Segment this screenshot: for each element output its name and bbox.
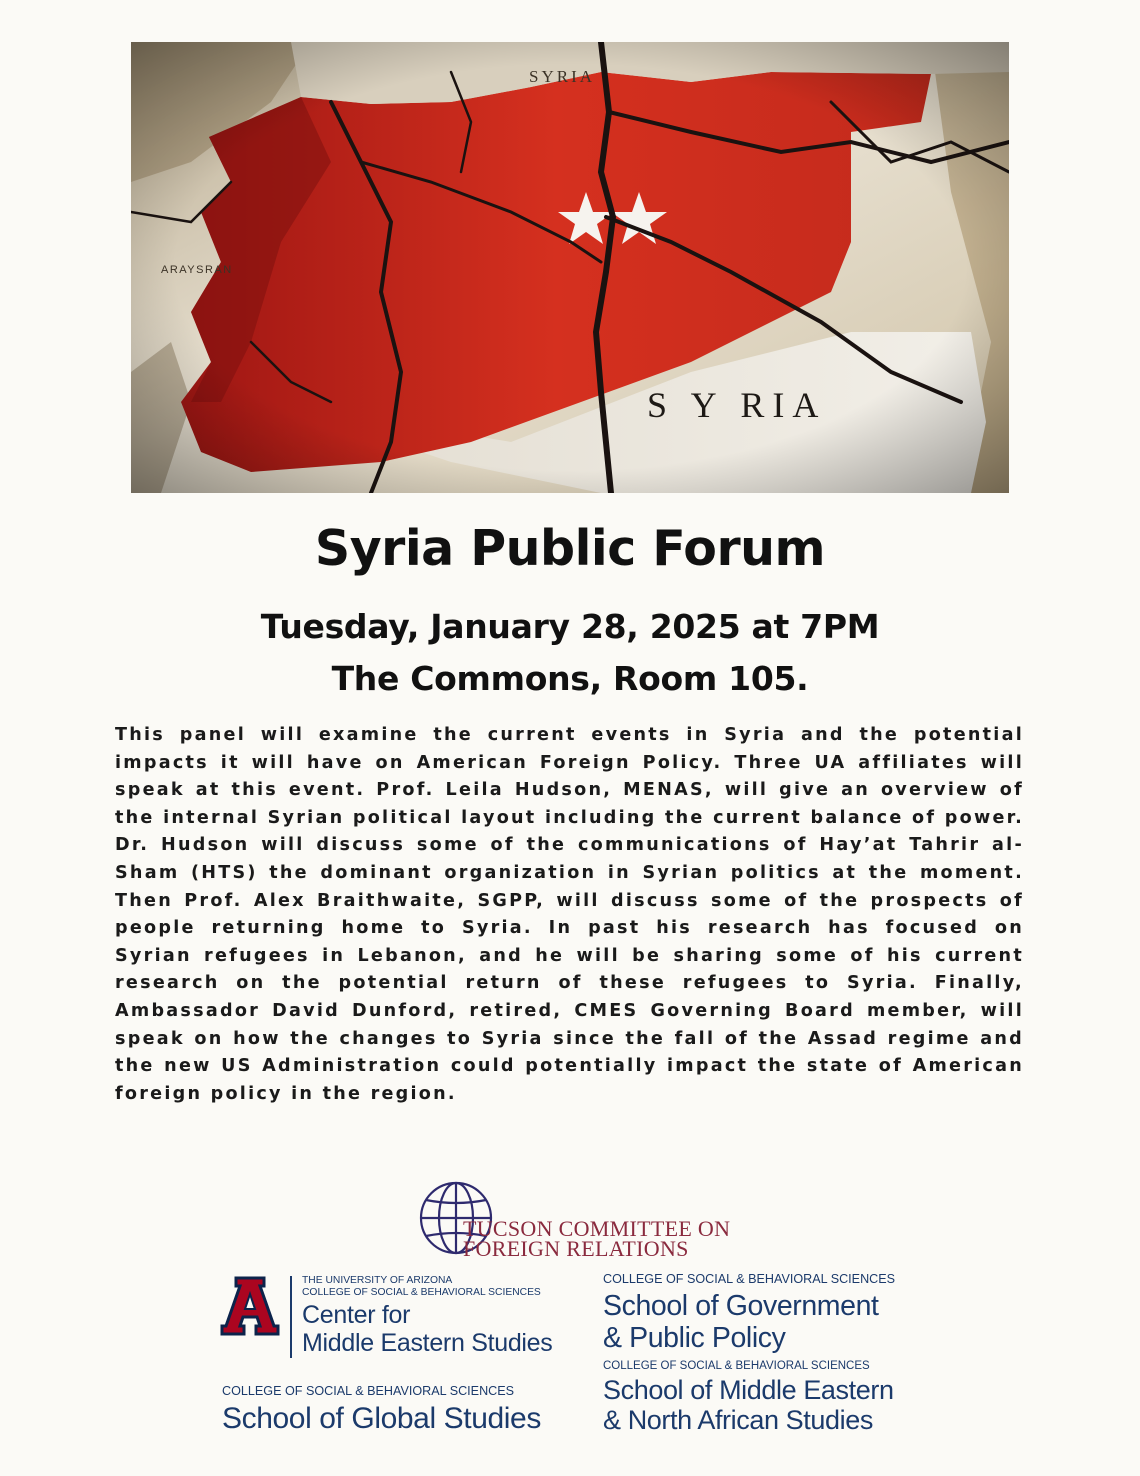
cmes-name-line-1: Center for — [302, 1301, 411, 1329]
cmes-name-line-2: Middle Eastern Studies — [302, 1329, 553, 1357]
menas-college: COLLEGE OF SOCIAL & BEHAVIORAL SCIENCES — [603, 1360, 870, 1372]
tcfr-line-2: FOREIGN RELATIONS — [463, 1236, 689, 1261]
arizona-a-icon — [218, 1276, 282, 1336]
cmes-college: COLLEGE OF SOCIAL & BEHAVIORAL SCIENCES — [302, 1287, 541, 1298]
cmes-divider — [290, 1276, 292, 1358]
sgpp-college: COLLEGE OF SOCIAL & BEHAVIORAL SCIENCES — [603, 1272, 896, 1286]
event-description: This panel will examine the current events in Syria and the potential impacts it will have on American Foreign Policy. Three UA affiliates will speak at this event. Prof. Leila Hudson, MENAS, will give an overview of the internal Syrian political layout including the current balance of power. Dr. Hudson will discuss some of the communications of Hay’at Tahrir al-Sham (HTS) the dominant organization in Syrian politics at the moment. Then Prof. Alex Braithwaite, SGPP, will discuss some of the prospects of people returning home to Syria. In past his research has focused on Syrian refugees in Lebanon, and he will be sharing some of his current research on the potential return of these refugees to Syria. Finally, Ambassador David Dunford, retired, CMES Governing Board member, will speak on how the changes to Syria since the fall of the Assad regime and the new US Administration could potentially impact the state of American foreign policy in the region. — [115, 725, 1024, 1104]
map-label-top: SYRIA — [529, 67, 596, 86]
event-title: Syria Public Forum — [314, 520, 826, 577]
sgpp-name-line-2: & Public Policy — [603, 1322, 786, 1354]
sgs-college: COLLEGE OF SOCIAL & BEHAVIORAL SCIENCES — [222, 1384, 515, 1398]
hero-map-image — [131, 42, 1009, 493]
syria-map-illustration — [131, 42, 1009, 493]
sgpp-name-line-1: School of Government — [603, 1290, 879, 1322]
menas-name-line-2: & North African Studies — [603, 1405, 873, 1435]
menas-name-line-1: School of Middle Eastern — [603, 1375, 894, 1405]
map-label-main: S Y RIA — [647, 385, 827, 425]
sgs-name: School of Global Studies — [222, 1402, 541, 1435]
tcfr-line-1: TUCSON COMMITTEE ON — [463, 1216, 731, 1241]
cmes-logo — [218, 1274, 578, 1364]
event-venue: The Commons, Room 105. — [331, 659, 809, 698]
map-label-left: ARAYSRAN — [161, 264, 233, 276]
event-date: Tuesday, January 28, 2025 at 7PM — [260, 607, 880, 646]
tcfr-logo — [418, 1178, 738, 1260]
cmes-university: THE UNIVERSITY OF ARIZONA — [302, 1275, 453, 1286]
